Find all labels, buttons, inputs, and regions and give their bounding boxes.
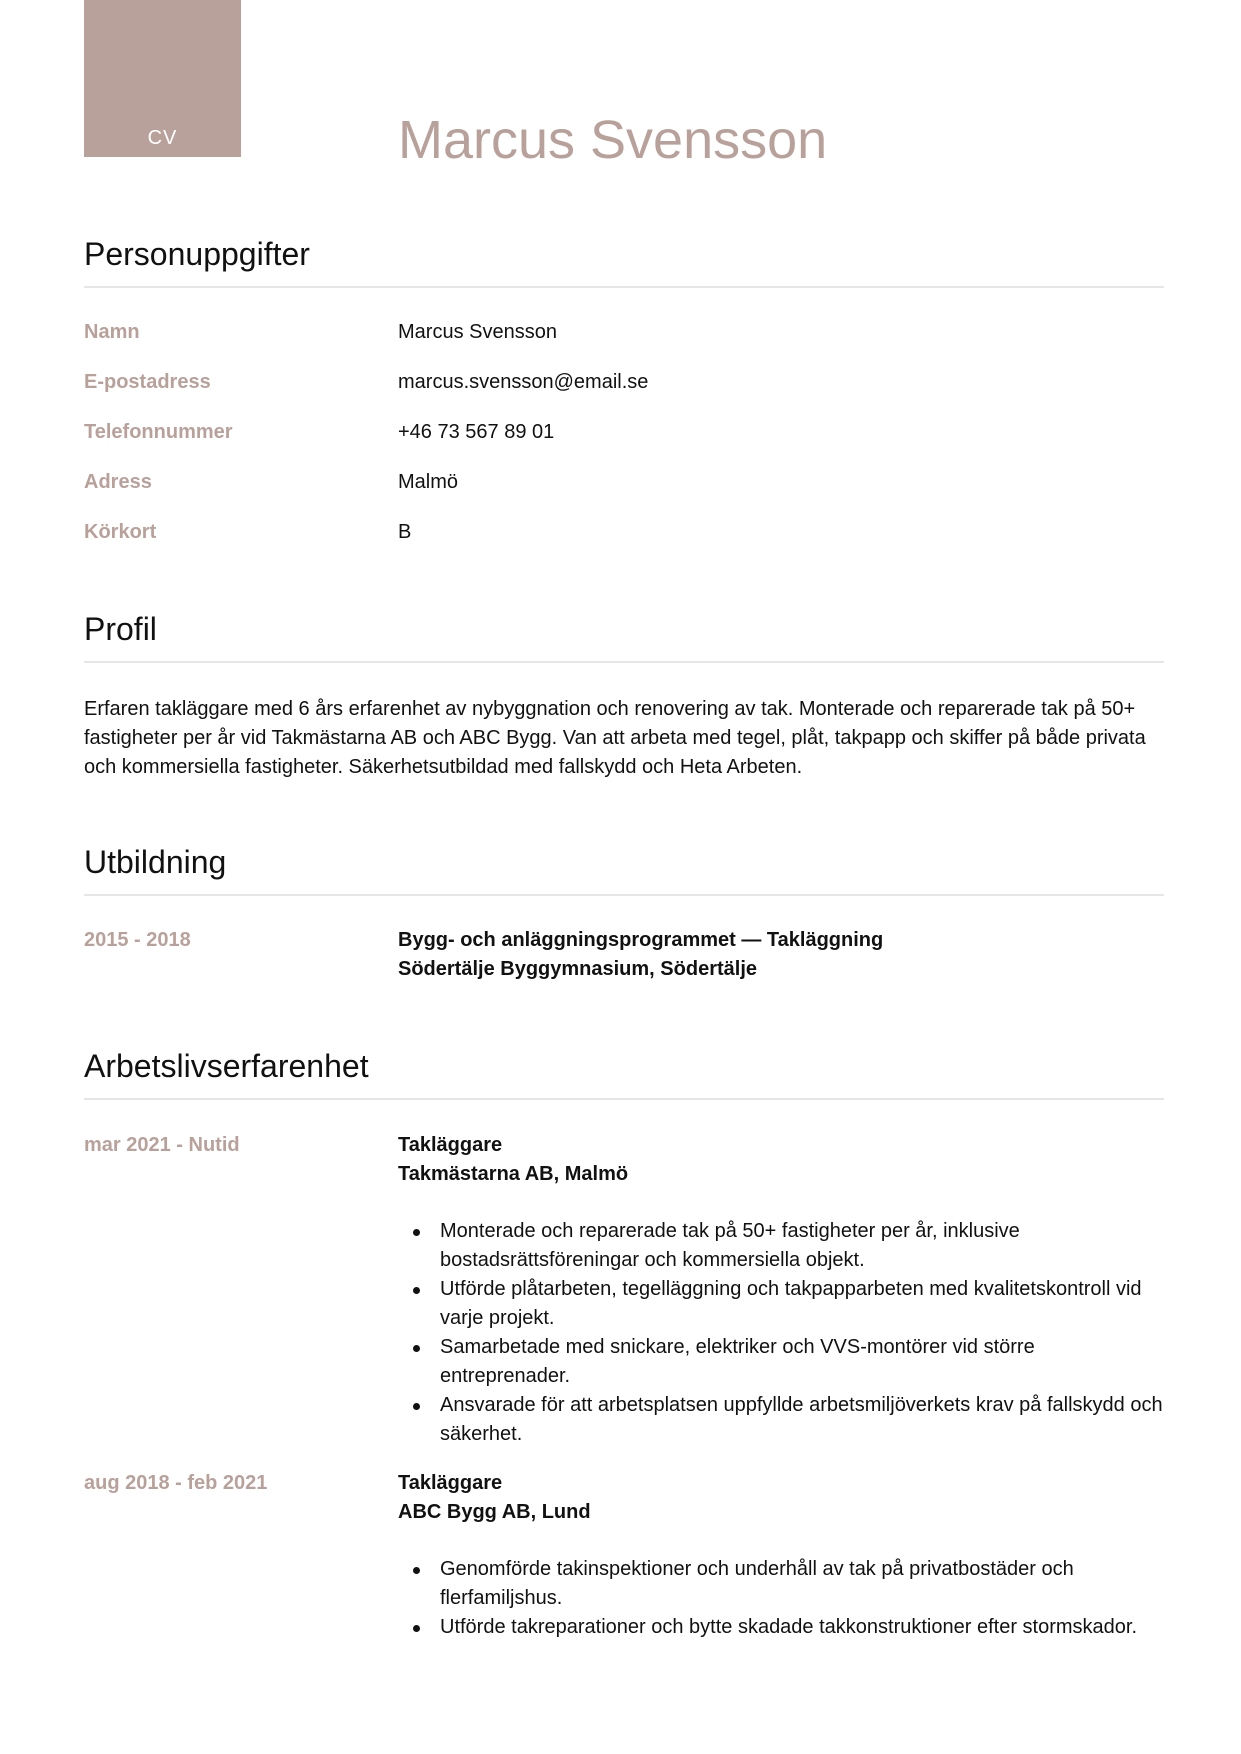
detail-value: +46 73 567 89 01 <box>398 421 555 443</box>
list-item: Genomförde takinspektioner och underhåll av tak på privatbostäder och flerfamiljshus. <box>440 1555 1164 1613</box>
job-role: Takläggare <box>398 1472 503 1494</box>
detail-label: Adress <box>84 471 152 493</box>
detail-row-email <box>84 369 1164 419</box>
list-item: Utförde plåtarbeten, tegelläggning och takpapparbeten med kvalitetskontroll vid varje projekt. <box>440 1275 1164 1333</box>
list-item: Utförde takreparationer och bytte skadade takkonstruktioner efter stormskador. <box>440 1613 1164 1642</box>
education-title: Utbildning <box>84 842 1164 896</box>
detail-value: B <box>398 521 412 543</box>
detail-label: Telefonnummer <box>84 421 233 443</box>
detail-row-license <box>84 519 1164 569</box>
education-entry <box>84 926 1164 984</box>
personal-details <box>84 319 1164 569</box>
profile-text: Erfaren takläggare med 6 års erfarenhet av nybyggnation och renovering av tak. Monterade och reparerade tak på 50+ fastigheter per år vid Takmästarna AB och ABC Bygg. Van att arbeta med tegel, plåt, takpapp och skiffer på både privata och kommersiella fastigheter. Säkerhetsutbildad med fallskydd och Heta Arbeten. <box>84 698 1146 778</box>
personal-section <box>84 234 1164 569</box>
job-bullets <box>398 1217 1164 1449</box>
detail-label: E-postadress <box>84 371 211 393</box>
entry-date: aug 2018 - feb 2021 <box>84 1472 268 1494</box>
experience-entry <box>84 1469 1164 1642</box>
detail-row-address <box>84 469 1164 519</box>
job-company: Takmästarna AB, Malmö <box>398 1163 629 1185</box>
education-section <box>84 842 1164 984</box>
job-bullets <box>398 1555 1164 1642</box>
detail-value: Marcus Svensson <box>398 321 557 343</box>
education-program: Bygg- och anläggningsprogrammet — Takläggning <box>398 929 884 951</box>
detail-value: marcus.svensson@email.se <box>398 371 649 393</box>
entry-date: mar 2021 - Nutid <box>84 1134 240 1156</box>
experience-section <box>84 1046 1164 1642</box>
personal-title: Personuppgifter <box>84 234 1164 288</box>
list-item: Monterade och reparerade tak på 50+ fastigheter per år, inklusive bostadsrättsföreningar och kommersiella objekt. <box>440 1217 1164 1275</box>
detail-row-name <box>84 319 1164 369</box>
experience-entry <box>84 1131 1164 1449</box>
detail-label: Körkort <box>84 521 157 543</box>
education-school: Södertälje Byggymnasium, Södertälje <box>398 958 757 980</box>
detail-value: Malmö <box>398 471 459 493</box>
job-role: Takläggare <box>398 1134 503 1156</box>
list-item: Ansvarade för att arbetsplatsen uppfyllde arbetsmiljöverkets krav på fallskydd och säkerhet. <box>440 1391 1164 1449</box>
profile-title: Profil <box>84 609 1164 663</box>
cv-badge-label: CV <box>147 127 178 149</box>
entry-date: 2015 - 2018 <box>84 929 191 951</box>
detail-row-phone <box>84 419 1164 469</box>
detail-label: Namn <box>84 321 140 343</box>
job-company: ABC Bygg AB, Lund <box>398 1501 591 1523</box>
list-item: Samarbetade med snickare, elektriker och VVS-montörer vid större entreprenader. <box>440 1333 1164 1391</box>
experience-title: Arbetslivserfarenhet <box>84 1046 1164 1100</box>
candidate-name: Marcus Svensson <box>398 110 828 170</box>
cv-badge <box>84 0 241 157</box>
profile-section <box>84 609 1164 782</box>
